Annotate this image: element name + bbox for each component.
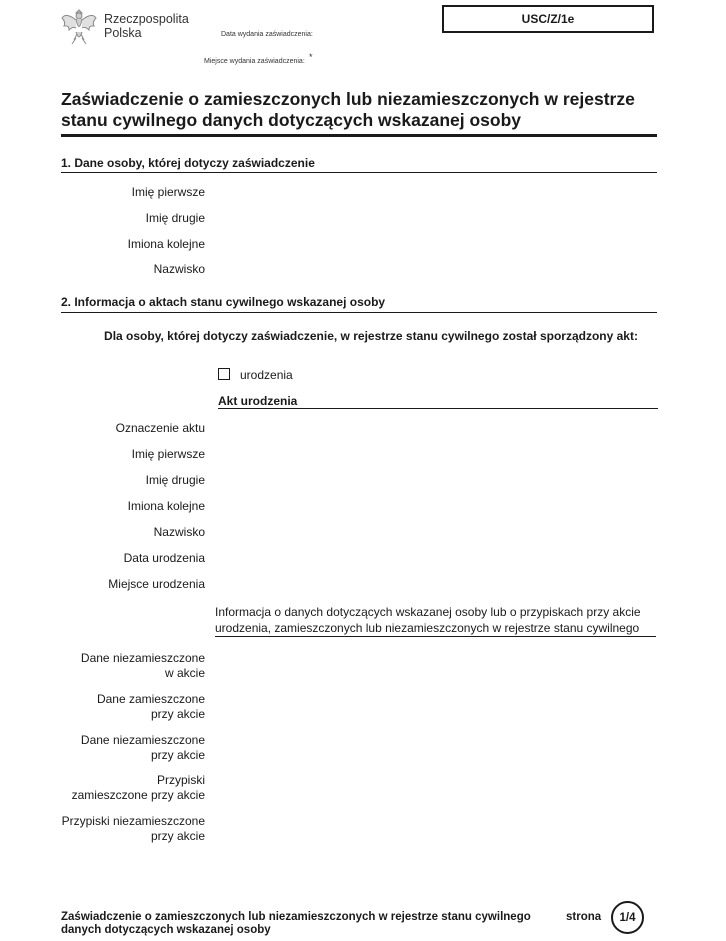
section1-heading: 1. Dane osoby, której dotyczy zaświadczenie: [61, 156, 315, 170]
footer-title: [61, 911, 541, 937]
field-surname: Nazwisko: [153, 262, 205, 276]
label-line: Przypiski niezamieszczone: [61, 814, 205, 828]
field-act-other-names: Imiona kolejne: [127, 499, 205, 513]
field-act-surname: Nazwisko: [153, 525, 205, 539]
field-act-second-name: Imię drugie: [145, 473, 205, 487]
label-line: zamieszczone przy akcie: [71, 788, 205, 802]
asterisk-mark: *: [309, 52, 313, 62]
field-other-names: Imiona kolejne: [127, 237, 205, 251]
field-act-first-name: Imię pierwsze: [131, 447, 205, 461]
country-line2: Polska: [104, 26, 142, 40]
page-number: 1/4: [619, 911, 636, 924]
field-birth-place: Miejsce urodzenia: [108, 577, 205, 591]
document-title: Zaświadczenie o zamieszczonych lub niezamieszczonych w rejestrze stanu cywilnego danych dotyczących wskazanej osoby: [61, 89, 635, 130]
field-data-not-with-act: [81, 733, 205, 763]
field-data-not-in-act: [81, 651, 205, 681]
section2-divider: [61, 312, 657, 313]
field-first-name: Imię pierwsze: [131, 185, 205, 199]
page-word: strona: [566, 911, 602, 923]
birth-act-heading: Akt urodzenia: [218, 394, 298, 408]
issue-date-label: Data wydania zaświadczenia:: [221, 31, 313, 38]
field-birth-date: Data urodzenia: [123, 551, 205, 565]
field-act-designation: Oznaczenie aktu: [115, 421, 205, 435]
act-info-divider: [215, 636, 656, 637]
footer-line2: danych dotyczących wskazanej osoby: [61, 924, 271, 936]
form-code: USC/Z/1e: [521, 12, 575, 26]
label-line: przy akcie: [150, 748, 205, 762]
form-code-box: [442, 5, 654, 33]
field-notes-with-act: [72, 773, 205, 803]
field-second-name: Imię drugie: [145, 211, 205, 225]
label-line: Przypiski: [156, 773, 205, 787]
act-statement: Dla osoby, której dotyczy zaświadczenie, w rejestrze stanu cywilnego został sporządzony akt:: [104, 329, 638, 343]
footer-line1: Zaświadczenie o zamieszczonych lub niezamieszczonych w rejestrze stanu cywilnego: [61, 911, 531, 923]
act-info-heading: [215, 605, 660, 636]
act-info-line1: Informacja o danych dotyczących wskazanej osoby lub o przypiskach przy akcie: [215, 605, 641, 619]
field-data-with-act: [97, 692, 205, 722]
birth-act-checkbox[interactable]: [218, 368, 230, 380]
label-line: Dane zamieszczone: [96, 692, 205, 706]
birth-act-divider: [218, 408, 658, 409]
label-line: przy akcie: [150, 829, 205, 843]
page-number-badge: [611, 901, 644, 934]
issue-place-label: Miejsce wydania zaświadczenia:: [204, 58, 305, 65]
country-line1: Rzeczpospolita: [104, 12, 189, 26]
polish-eagle-emblem-icon: [60, 4, 98, 48]
country-name: [104, 12, 189, 40]
act-info-line2: urodzenia, zamieszczonych lub niezamieszczonych w rejestrze stanu cywilnego: [215, 620, 640, 635]
label-line: Dane niezamieszczone: [80, 733, 205, 747]
section1-divider: [61, 172, 657, 173]
label-line: przy akcie: [150, 707, 205, 721]
field-notes-not-with-act: [62, 814, 205, 844]
section2-heading: 2. Informacja o aktach stanu cywilnego wskazanej osoby: [61, 295, 386, 309]
birth-act-checkbox-label: urodzenia: [240, 368, 293, 382]
label-line: w akcie: [164, 666, 205, 680]
label-line: Dane niezamieszczone: [80, 651, 205, 665]
title-divider: [61, 134, 657, 137]
